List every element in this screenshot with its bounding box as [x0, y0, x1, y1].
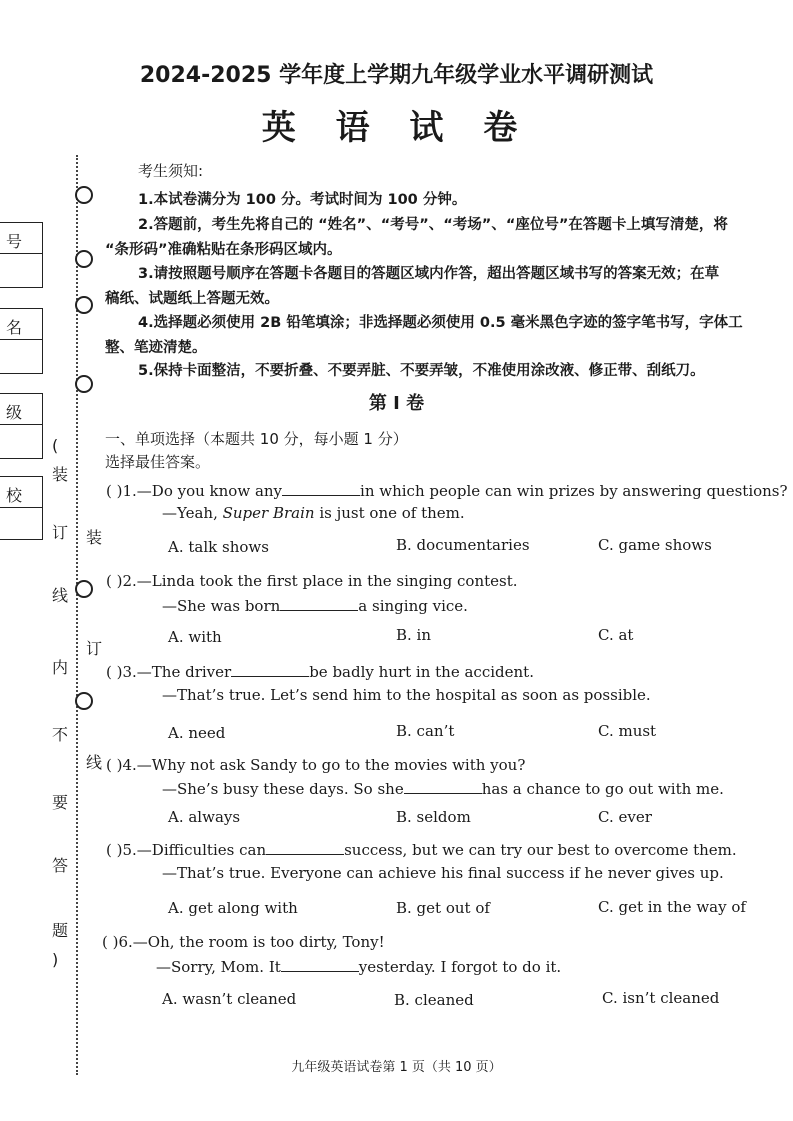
- binding-hole: [75, 580, 93, 598]
- subject-title: 英 语 试 卷: [261, 108, 532, 148]
- question-text: —The driver: [136, 663, 232, 681]
- answer-blank: [404, 779, 482, 794]
- name-box: [0, 308, 43, 374]
- binding-hole: [75, 692, 93, 710]
- notice-rule: 5.保持卡面整洁，不要折叠、不要弄脏、不要弄皱，不准使用涂改液、修正带、刮纸刀。: [138, 363, 705, 379]
- option-a: A. need: [168, 724, 226, 742]
- answer-blank: [280, 596, 358, 611]
- binding-char: 内: [52, 658, 69, 677]
- side-label: 名: [6, 318, 23, 337]
- question-number: 5.: [122, 841, 137, 859]
- reply-text: —That’s true. Let’s send him to the hospital as soon as possible.: [162, 686, 651, 704]
- binding-char: 订: [86, 639, 103, 658]
- option-b: B. seldom: [396, 808, 471, 826]
- question-5-reply: [162, 864, 724, 882]
- option-a: A. talk shows: [168, 538, 269, 556]
- answer-blank: [231, 662, 309, 677]
- notice-rule: 2.答题前，考生先将自己的 “姓名”、“考号”、“考场”、“座位号”在答题卡上填写清楚，将: [138, 217, 728, 233]
- question-2: [106, 572, 518, 590]
- question-text: success, but we can try our best to overcome them.: [344, 841, 737, 859]
- reply-text: —She’s busy these days. So she: [162, 780, 404, 798]
- page-footer: 九年级英语试卷第 1 页（共 10 页）: [291, 1060, 502, 1075]
- notice-rule: 4.选择题必须使用 2B 铅笔填涂；非选择题必须使用 0.5 毫米黑色字迹的签字笔书写，字体工: [138, 315, 743, 331]
- question-number: 2.: [122, 572, 137, 590]
- option-c: C. get in the way of: [598, 898, 746, 916]
- question-text: in which people can win prizes by answering questions?: [360, 482, 788, 500]
- option-c: C. game shows: [598, 536, 712, 554]
- option-a: A. with: [168, 628, 222, 646]
- question-text: —Do you know any: [136, 482, 283, 500]
- reply-text: a singing vice.: [358, 597, 468, 615]
- question-2-reply: [162, 596, 468, 615]
- side-label: 号: [6, 232, 23, 251]
- binding-char: 不: [52, 725, 69, 744]
- reply-text: —That’s true. Everyone can achieve his final success if he never gives up.: [162, 864, 724, 882]
- notice-rule: 稿纸、试题纸上答题无效。: [105, 291, 279, 307]
- reply-text: —She was born: [162, 597, 281, 615]
- question-number: 6.: [118, 933, 133, 951]
- question-text: —Linda took the first place in the singing contest.: [136, 572, 518, 590]
- question-3: [106, 662, 534, 681]
- binding-char: ): [52, 950, 59, 969]
- reply-text: —Yeah, Super Brain is just one of them.: [162, 504, 465, 522]
- option-b: B. documentaries: [396, 536, 530, 554]
- reply-text: has a chance to go out with me.: [481, 780, 724, 798]
- school-box: [0, 476, 43, 540]
- option-b: B. in: [396, 626, 432, 644]
- question-5: [106, 840, 737, 859]
- side-label: 级: [6, 403, 23, 422]
- notice-rule: “条形码”准确粘贴在条形码区域内。: [105, 242, 342, 258]
- question-number: 3.: [122, 663, 137, 681]
- section-title: 第 I 卷: [368, 393, 425, 414]
- exam-title: 2024-2025 学年度上学期九年级学业水平调研测试: [139, 63, 654, 88]
- binding-char: 装: [86, 528, 103, 547]
- answer-blank: [266, 840, 344, 855]
- binding-hole: [75, 186, 93, 204]
- binding-hole: [75, 250, 93, 268]
- answer-blank: [281, 957, 359, 972]
- question-number: 4.: [122, 756, 137, 774]
- option-b: B. get out of: [396, 899, 490, 917]
- side-label: 校: [6, 486, 23, 505]
- question-text: —Difficulties can: [136, 841, 267, 859]
- option-c: C. at: [598, 626, 634, 644]
- reply-text: —Sorry, Mom. It: [156, 958, 281, 976]
- question-number: 1.: [122, 482, 137, 500]
- question-6-reply: [156, 957, 561, 976]
- reply-text: yesterday. I forgot to do it.: [358, 958, 562, 976]
- question-text: —Oh, the room is too dirty, Tony!: [132, 933, 385, 951]
- question-3-reply: [162, 686, 651, 704]
- option-c: C. must: [598, 722, 657, 740]
- binding-char: 题: [52, 921, 69, 940]
- binding-char: 要: [52, 793, 69, 812]
- exam-number-box: [0, 222, 43, 288]
- answer-paren: ( ): [106, 841, 123, 859]
- option-b: B. can’t: [396, 722, 455, 740]
- option-a: A. always: [168, 808, 241, 826]
- notice-rule: 整、笔迹清楚。: [105, 340, 207, 356]
- option-b: B. cleaned: [394, 991, 474, 1009]
- notice-heading: 考生须知:: [138, 162, 204, 180]
- part-heading: 一、单项选择（本题共 10 分，每小题 1 分）: [105, 430, 408, 448]
- notice-rule: 3.请按照题号顺序在答题卡各题目的答题区域内作答，超出答题区域书写的答案无效；在草: [138, 266, 720, 282]
- binding-char: (: [52, 436, 59, 455]
- show-name: Super Brain: [222, 504, 315, 522]
- answer-blank: [282, 481, 360, 496]
- question-4-reply: [162, 779, 724, 798]
- part-instruction: 选择最佳答案。: [105, 453, 211, 471]
- answer-paren: ( ): [106, 756, 123, 774]
- question-1: [106, 481, 788, 500]
- question-text: be badly hurt in the accident.: [309, 663, 534, 681]
- option-a: A. get along with: [168, 899, 298, 917]
- binding-char: 线: [52, 586, 69, 605]
- question-4: [106, 756, 525, 774]
- option-c: C. ever: [598, 808, 652, 826]
- binding-char: 线: [86, 753, 103, 772]
- binding-char: 装: [52, 465, 69, 484]
- binding-dotted-line: [76, 155, 78, 1075]
- question-1-reply: [162, 504, 465, 522]
- answer-paren: ( ): [106, 663, 123, 681]
- binding-hole: [75, 296, 93, 314]
- binding-char: 答: [52, 856, 69, 875]
- question-6: [102, 933, 385, 951]
- question-text: —Why not ask Sandy to go to the movies with you?: [136, 756, 526, 774]
- binding-char: 订: [52, 523, 69, 542]
- answer-paren: ( ): [106, 572, 123, 590]
- answer-paren: ( ): [102, 933, 119, 951]
- answer-paren: ( ): [106, 482, 123, 500]
- option-c: C. isn’t cleaned: [602, 989, 720, 1007]
- option-a: A. wasn’t cleaned: [162, 990, 297, 1008]
- notice-rule: 1.本试卷满分为 100 分。考试时间为 100 分钟。: [138, 192, 467, 208]
